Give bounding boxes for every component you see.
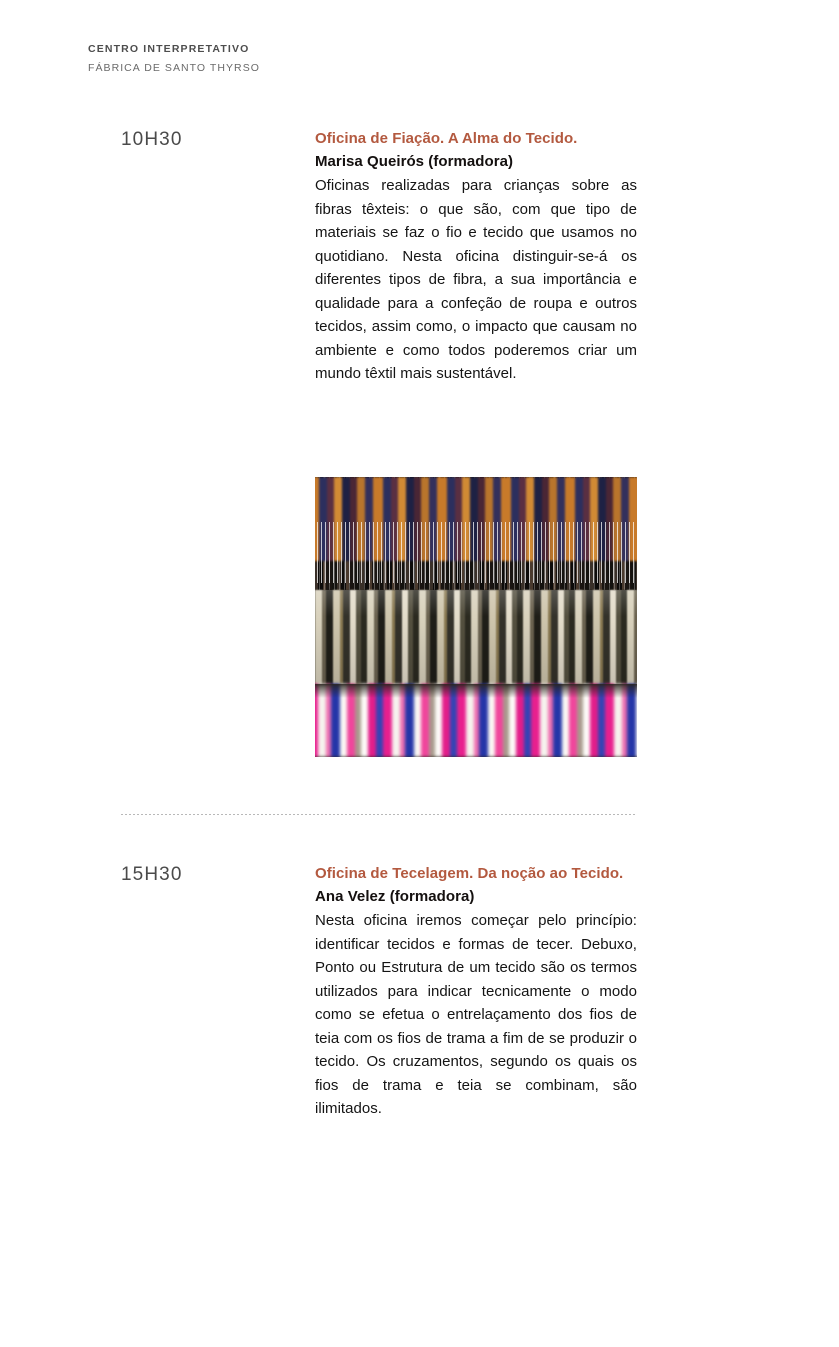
masthead-venue-name: FÁBRICA DE SANTO THYRSO	[88, 62, 260, 74]
yarn-spools-image	[315, 477, 637, 757]
photo-band-bottom-shadow	[315, 684, 637, 698]
time-column	[121, 128, 315, 151]
schedule-entry-2	[121, 863, 637, 1121]
time-column	[121, 863, 315, 886]
event-presenter: Marisa Queirós (formadora)	[315, 152, 514, 170]
schedule-entry-row	[121, 863, 637, 1121]
masthead	[88, 42, 508, 76]
event-description: Oficinas realizadas para crianças sobre as fibras têxteis: o que são, com que tipo de materiais se faz o fio e tecido que usamos no quotidiano. Nesta oficina distinguir-se-á os diferentes tipos de fibra, a sua importância e qualidade para a confeção de roupa e outros tecidos, assim como, o impacto que causam no ambiente e como todos poderemos criar um mundo têxtil mais sustentável.	[315, 177, 637, 382]
event-description: Nesta oficina iremos começar pelo princípio: identificar tecidos e formas de tecer. Debuxo, Ponto ou Estrutura de um tecido são os termos utilizados para indicar tecnicamente o modo como se efetua o entrelaçamento dos fios de teia com os fios de trama a fim de se produzir o tecido. Os cruzamentos, segundo os quais os fios de trama e teia se combinam, são ilimitados.	[315, 912, 637, 1117]
event-title: Oficina de Tecelagem. Da noção ao Tecido.	[315, 865, 624, 882]
event-title: Oficina de Fiação. A Alma do Tecido.	[315, 130, 578, 147]
event-time: 15H30	[121, 864, 183, 885]
photo-band-middle-shading	[315, 590, 637, 684]
event-presenter: Ana Velez (formadora)	[315, 887, 475, 905]
masthead-institution-name: CENTRO INTERPRETATIVO	[88, 43, 250, 55]
event-photo	[315, 477, 637, 757]
event-content	[315, 128, 637, 386]
section-divider	[121, 814, 637, 815]
schedule-entry-row	[121, 128, 637, 386]
event-content	[315, 863, 637, 1121]
schedule-entry-1	[121, 128, 637, 386]
event-time: 10H30	[121, 129, 183, 150]
photo-band-top-threads	[315, 522, 637, 584]
